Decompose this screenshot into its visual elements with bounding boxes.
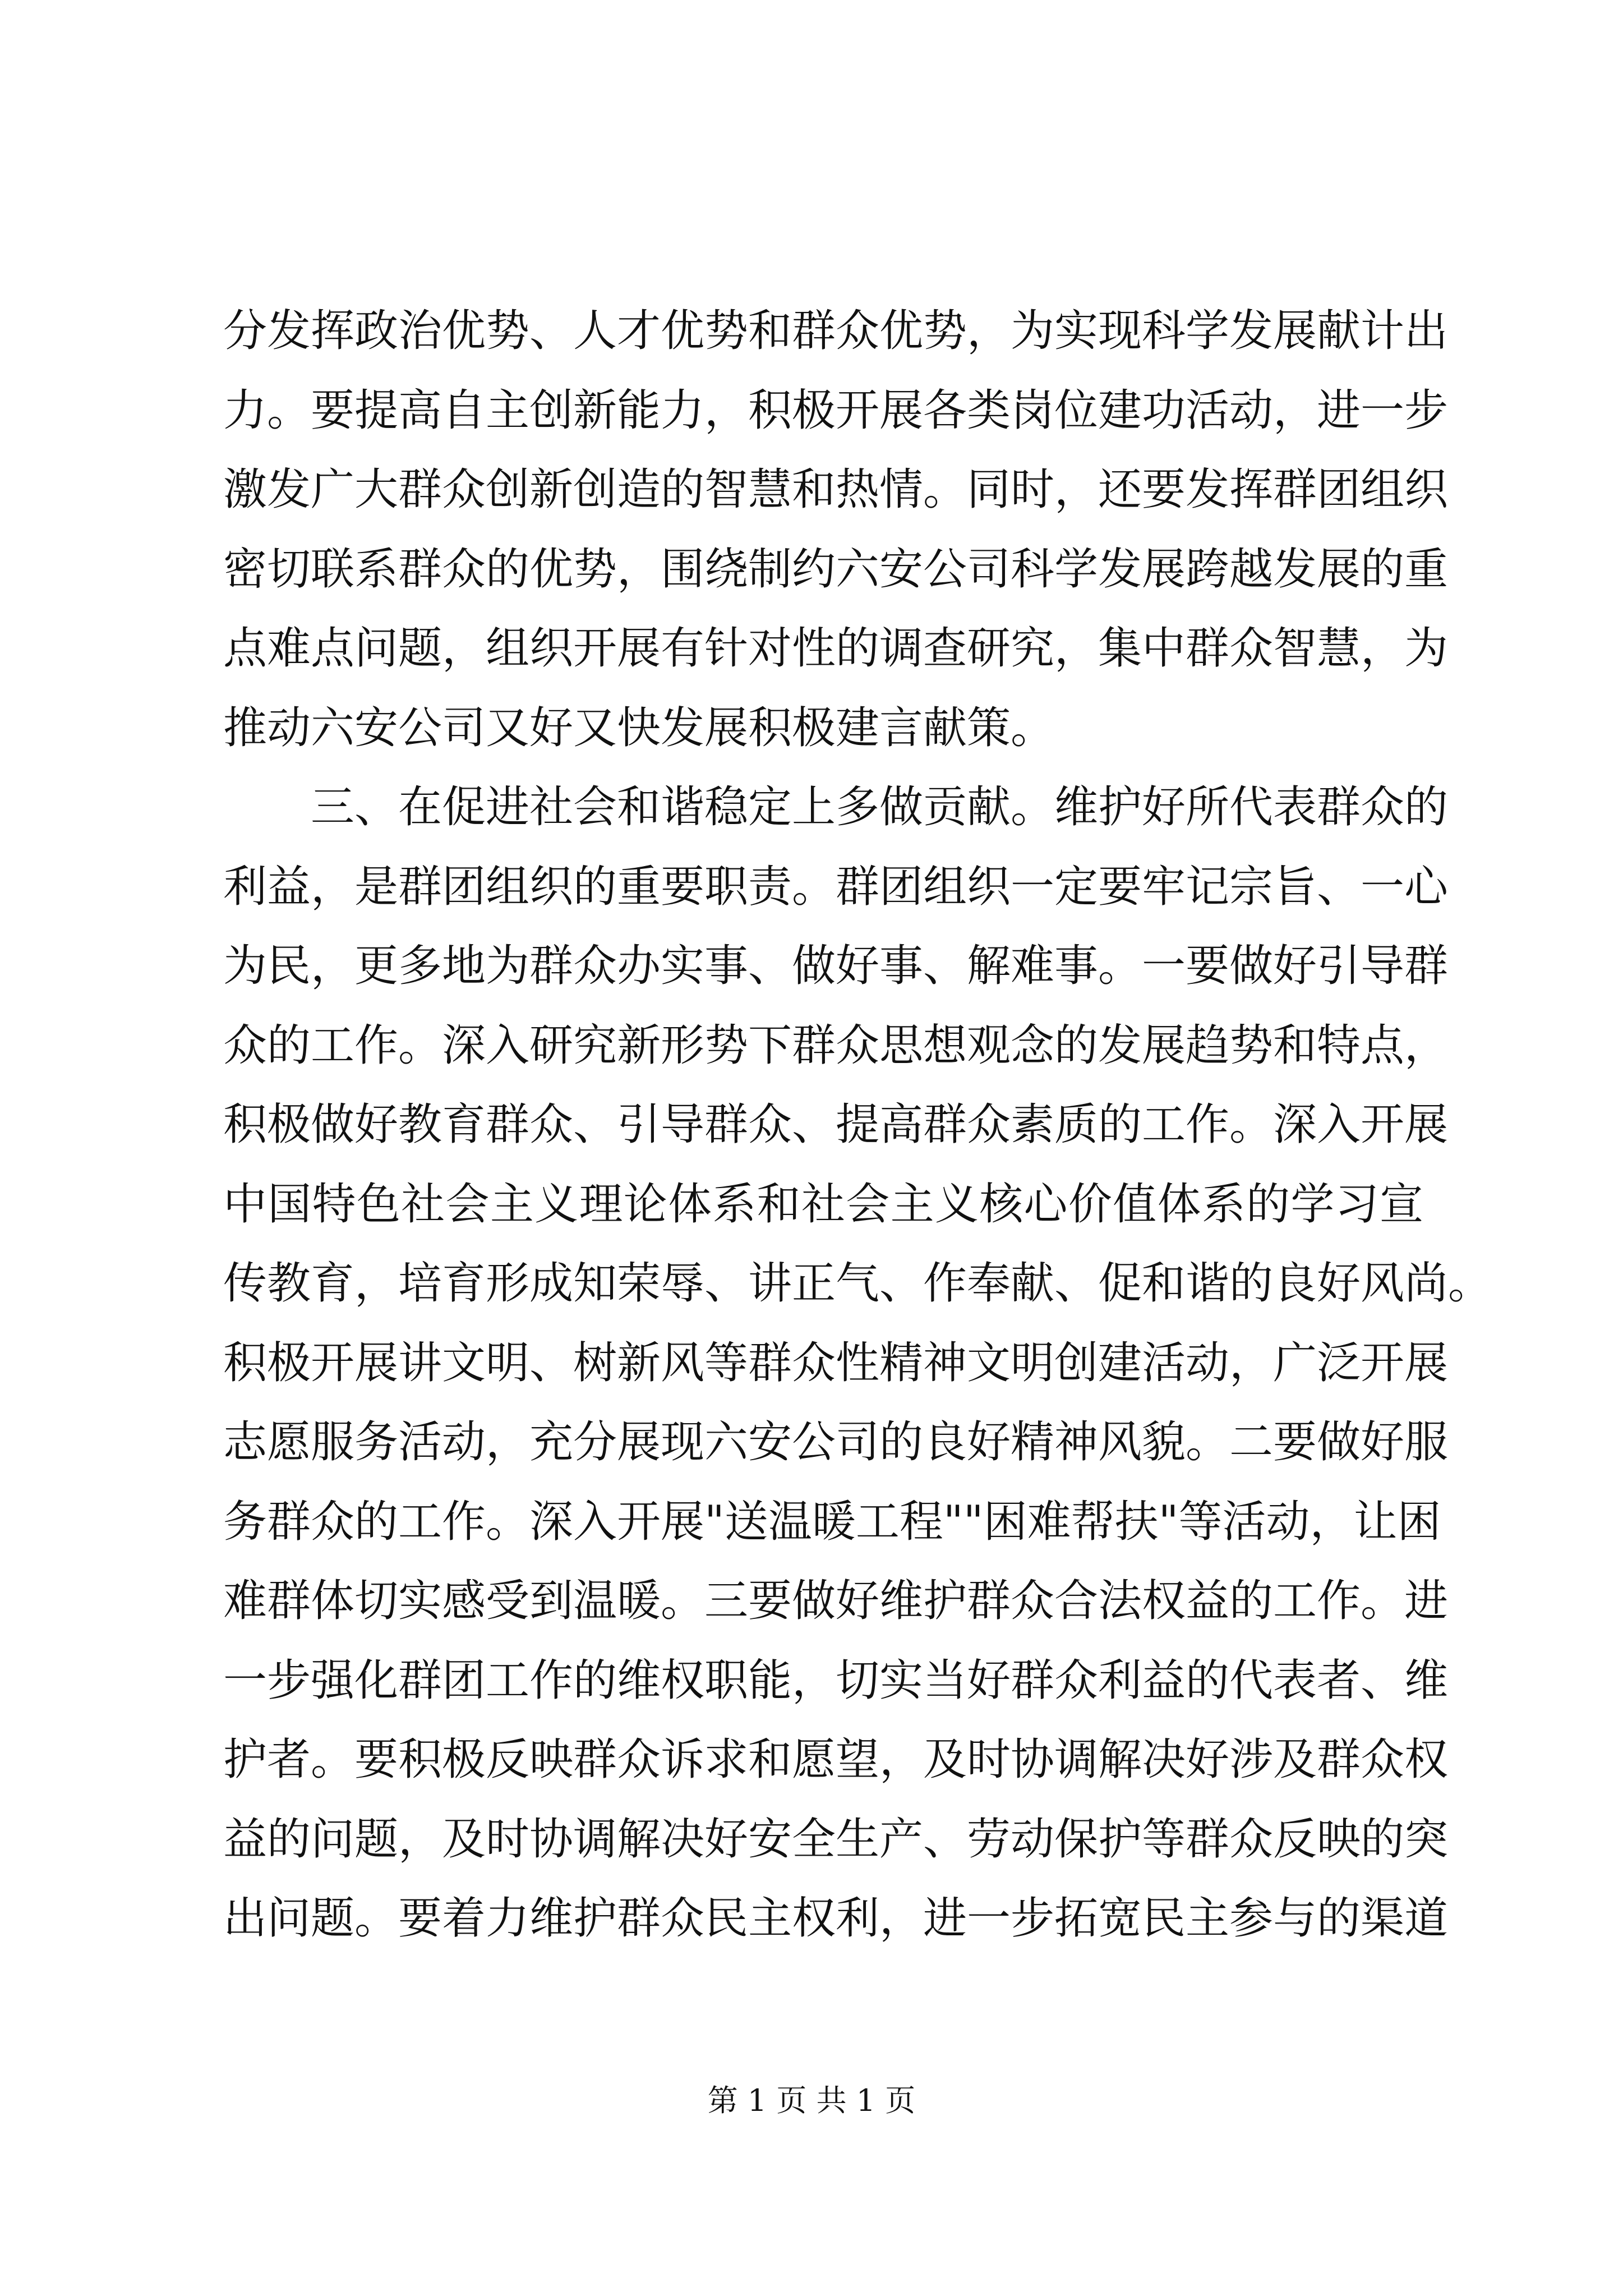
text-line: 分发挥政治优势、人才优势和群众优势，为实现科学发展献计出 [223,306,1449,356]
text-line: 众的工作。深入研究新形势下群众思想观念的发展趋势和特点， [223,1020,1449,1071]
text-line: 出问题。要着力维护群众民主权利，进一步拓宽民主参与的渠道 [223,1893,1449,1944]
text-line: 益的问题，及时协调解决好安全生产、劳动保护等群众反映的突 [223,1814,1449,1865]
text-line: 利益，是群团组织的重要职责。群团组织一定要牢记宗旨、一心 [223,861,1449,912]
page-footer [0,2081,1623,2120]
body-text [223,292,1492,1959]
text-line: 积极开展讲文明、树新风等群众性精神文明创建活动，广泛开展 [223,1337,1449,1388]
text-line: 传教育，培育形成知荣辱、讲正气、作奉献、促和谐的良好风尚。 [223,1258,1492,1309]
text-line: 积极做好教育群众、引导群众、提高群众素质的工作。深入开展 [223,1099,1449,1150]
text-line: 一步强化群团工作的维权职能，切实当好群众利益的代表者、维 [223,1655,1449,1706]
text-line: 难群体切实感受到温暖。三要做好维护群众合法权益的工作。进 [223,1576,1449,1626]
paragraph-start-line: 三、在促进社会和谐稳定上多做贡献。维护好所代表群众的 [311,782,1449,832]
text-line: 为民，更多地为群众办实事、做好事、解难事。一要做好引导群 [223,941,1449,991]
text-line: 点难点问题，组织开展有针对性的调查研究，集中群众智慧，为 [223,623,1449,674]
text-line: 志愿服务活动，充分展现六安公司的良好精神风貌。二要做好服 [223,1417,1449,1467]
text-line: 务群众的工作。深入开展"送温暖工程""困难帮扶"等活动，让困 [223,1496,1441,1547]
text-line: 密切联系群众的优势，围绕制约六安公司科学发展跨越发展的重 [223,544,1449,595]
text-line: 护者。要积极反映群众诉求和愿望，及时协调解决好涉及群众权 [223,1734,1449,1785]
page-number-label: 第 1 页 共 1 页 [707,2083,916,2118]
text-line: 力。要提高自主创新能力，积极开展各类岗位建功活动，进一步 [223,385,1449,436]
text-line: 中国特色社会主义理论体系和社会主义核心价值体系的学习宣 [223,1179,1423,1230]
text-line: 推动六安公司又好又快发展积极建言献策。 [223,702,1055,753]
text-line: 激发广大群众创新创造的智慧和热情。同时，还要发挥群团组织 [223,464,1449,515]
